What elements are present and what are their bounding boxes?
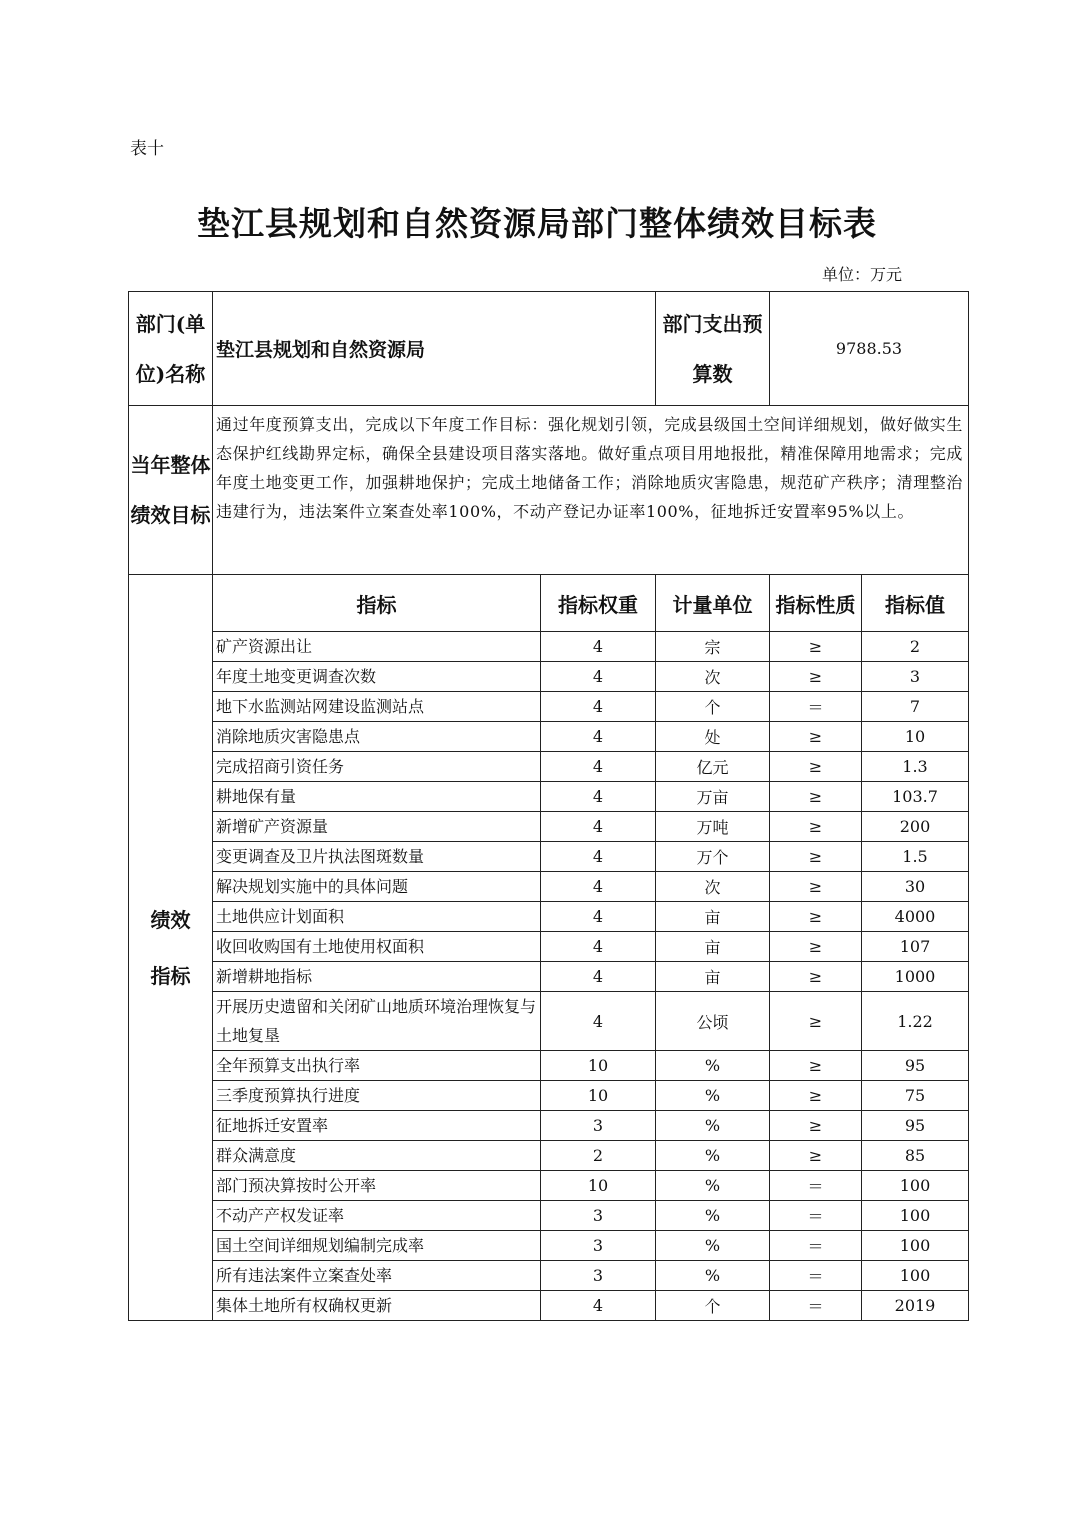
indicators-section-text: 绩效指标 [150,907,191,988]
indicator-value: 30 [862,872,969,902]
indicator-value: 200 [862,812,969,842]
indicator-nature: ≥ [770,1051,862,1081]
indicator-value: 7 [862,692,969,722]
indicator-value: 95 [862,1051,969,1081]
indicator-value: 3 [862,662,969,692]
header-nature: 指标性质 [770,575,862,632]
indicator-name: 征地拆迁安置率 [213,1111,541,1141]
indicator-weight: 4 [541,1291,656,1321]
indicator-weight: 10 [541,1171,656,1201]
indicator-weight: 4 [541,692,656,722]
table-row [129,992,969,1051]
indicator-weight: 10 [541,1081,656,1111]
indicator-unit: 万个 [656,842,770,872]
indicator-nature: ≥ [770,1081,862,1111]
indicator-unit: % [656,1261,770,1291]
indicator-value: 100 [862,1261,969,1291]
indicator-unit: 万吨 [656,812,770,842]
table-row [129,962,969,992]
indicator-weight: 4 [541,932,656,962]
indicator-nature: ≥ [770,752,862,782]
indicator-value: 103.7 [862,782,969,812]
indicator-nature: ≥ [770,902,862,932]
indicator-weight: 3 [541,1231,656,1261]
indicator-value: 107 [862,932,969,962]
indicator-unit: 亿元 [656,752,770,782]
indicator-name: 所有违法案件立案查处率 [213,1261,541,1291]
dept-row [129,292,969,406]
indicator-weight: 4 [541,872,656,902]
indicator-value: 1.3 [862,752,969,782]
indicator-value: 100 [862,1171,969,1201]
indicator-unit: 次 [656,662,770,692]
table-row [129,662,969,692]
table-row [129,842,969,872]
indicator-weight: 4 [541,662,656,692]
indicator-nature: ＝ [770,1291,862,1321]
indicator-name: 国土空间详细规划编制完成率 [213,1231,541,1261]
indicator-nature: ≥ [770,932,862,962]
indicator-nature: ≥ [770,722,862,752]
indicator-value: 95 [862,1111,969,1141]
indicator-unit: 宗 [656,632,770,662]
indicator-value: 100 [862,1231,969,1261]
indicator-name: 开展历史遗留和关闭矿山地质环境治理恢复与土地复垦 [213,992,541,1051]
indicator-value: 75 [862,1081,969,1111]
indicator-weight: 4 [541,992,656,1051]
table-row [129,1291,969,1321]
indicator-weight: 4 [541,902,656,932]
table-row [129,632,969,662]
table-row [129,812,969,842]
indicator-nature: ≥ [770,632,862,662]
indicator-weight: 2 [541,1141,656,1171]
table-row [129,722,969,752]
indicator-name: 三季度预算执行进度 [213,1081,541,1111]
indicator-name: 新增矿产资源量 [213,812,541,842]
table-row [129,692,969,722]
indicator-name: 集体土地所有权确权更新 [213,1291,541,1321]
indicator-weight: 4 [541,722,656,752]
table-row [129,1171,969,1201]
table-row [129,932,969,962]
indicator-name: 完成招商引资任务 [213,752,541,782]
table-row [129,752,969,782]
table-row [129,1261,969,1291]
indicator-nature: ≥ [770,872,862,902]
indicator-name: 年度土地变更调查次数 [213,662,541,692]
indicator-nature: ＝ [770,1201,862,1231]
indicator-unit: % [656,1231,770,1261]
indicator-name: 地下水监测站网建设监测站点 [213,692,541,722]
indicator-unit: % [656,1081,770,1111]
indicator-name: 收回收购国有土地使用权面积 [213,932,541,962]
indicator-nature: ＝ [770,692,862,722]
table-row [129,1081,969,1111]
dept-name-label: 部门(单位)名称 [129,292,213,406]
indicator-value: 2019 [862,1291,969,1321]
indicator-value: 100 [862,1201,969,1231]
header-unit: 计量单位 [656,575,770,632]
table-row [129,782,969,812]
indicator-unit: 次 [656,872,770,902]
indicator-weight: 3 [541,1201,656,1231]
table-row [129,1141,969,1171]
indicator-value: 1.5 [862,842,969,872]
header-weight: 指标权重 [541,575,656,632]
indicator-weight: 4 [541,812,656,842]
indicator-unit: % [656,1051,770,1081]
indicator-name: 群众满意度 [213,1141,541,1171]
indicator-name: 矿产资源出让 [213,632,541,662]
indicator-value: 2 [862,632,969,662]
indicator-unit: % [656,1111,770,1141]
indicator-name: 耕地保有量 [213,782,541,812]
indicator-unit: % [656,1171,770,1201]
table-row [129,1111,969,1141]
indicator-unit: 亩 [656,962,770,992]
indicator-weight: 3 [541,1261,656,1291]
budget-label: 部门支出预算数 [656,292,770,406]
indicator-unit: 个 [656,692,770,722]
indicator-weight: 4 [541,842,656,872]
indicator-name: 变更调查及卫片执法图斑数量 [213,842,541,872]
indicator-unit: 亩 [656,932,770,962]
indicator-weight: 4 [541,962,656,992]
goal-text: 通过年度预算支出，完成以下年度工作目标：强化规划引领，完成县级国土空间详细规划，做好做实生态保护红线勘界定标，确保全县建设项目落实落地。做好重点项目用地报批，精准保障用地需求；完成年度土地变更工作，加强耕地保护；完成土地储备工作；消除地质灾害隐患，规范矿产秩序；清理整治违建行为，违法案件立案查处率100%，不动产登记办证率100%，征地拆迁安置率95%以上。 [213,406,969,575]
indicator-nature: ＝ [770,1171,862,1201]
indicator-weight: 4 [541,782,656,812]
page-title: 垫江县规划和自然资源局部门整体绩效目标表 [197,204,877,243]
table-row [129,872,969,902]
table-number-label: 表十 [130,139,164,159]
indicator-value: 1000 [862,962,969,992]
indicator-name: 解决规划实施中的具体问题 [213,872,541,902]
goal-row [129,406,969,575]
indicator-name: 不动产产权发证率 [213,1201,541,1231]
dept-name: 垫江县规划和自然资源局 [213,292,656,406]
indicator-weight: 3 [541,1111,656,1141]
indicator-header-row [129,575,969,632]
indicator-nature: ≥ [770,662,862,692]
table-row [129,1201,969,1231]
indicator-nature: ≥ [770,1111,862,1141]
indicator-weight: 4 [541,752,656,782]
indicator-name: 土地供应计划面积 [213,902,541,932]
indicator-unit: % [656,1141,770,1171]
indicator-nature: ≥ [770,962,862,992]
budget-value: 9788.53 [770,292,969,406]
indicator-nature: ＝ [770,1231,862,1261]
indicator-unit: 亩 [656,902,770,932]
goal-label: 当年整体绩效目标 [129,406,213,575]
indicator-unit: 万亩 [656,782,770,812]
indicator-value: 85 [862,1141,969,1171]
table-row [129,1051,969,1081]
indicator-nature: ≥ [770,782,862,812]
indicator-name: 全年预算支出执行率 [213,1051,541,1081]
indicator-value: 10 [862,722,969,752]
indicator-name: 部门预决算按时公开率 [213,1171,541,1201]
table-row [129,1231,969,1261]
indicator-unit: 处 [656,722,770,752]
indicator-unit: % [656,1201,770,1231]
indicator-weight: 4 [541,632,656,662]
indicator-nature: ≥ [770,842,862,872]
performance-table [128,291,969,1321]
indicator-nature: ≥ [770,1141,862,1171]
indicator-nature: ≥ [770,992,862,1051]
indicator-unit: 公顷 [656,992,770,1051]
indicator-name: 消除地质灾害隐患点 [213,722,541,752]
indicator-value: 4000 [862,902,969,932]
table-row [129,902,969,932]
unit-note: 单位：万元 [822,265,903,284]
indicator-nature: ≥ [770,812,862,842]
indicators-section-label [129,575,213,1321]
indicator-value: 1.22 [862,992,969,1051]
indicator-unit: 个 [656,1291,770,1321]
header-value: 指标值 [862,575,969,632]
indicator-nature: ＝ [770,1261,862,1291]
header-indicator: 指标 [213,575,541,632]
indicator-weight: 10 [541,1051,656,1081]
indicator-name: 新增耕地指标 [213,962,541,992]
